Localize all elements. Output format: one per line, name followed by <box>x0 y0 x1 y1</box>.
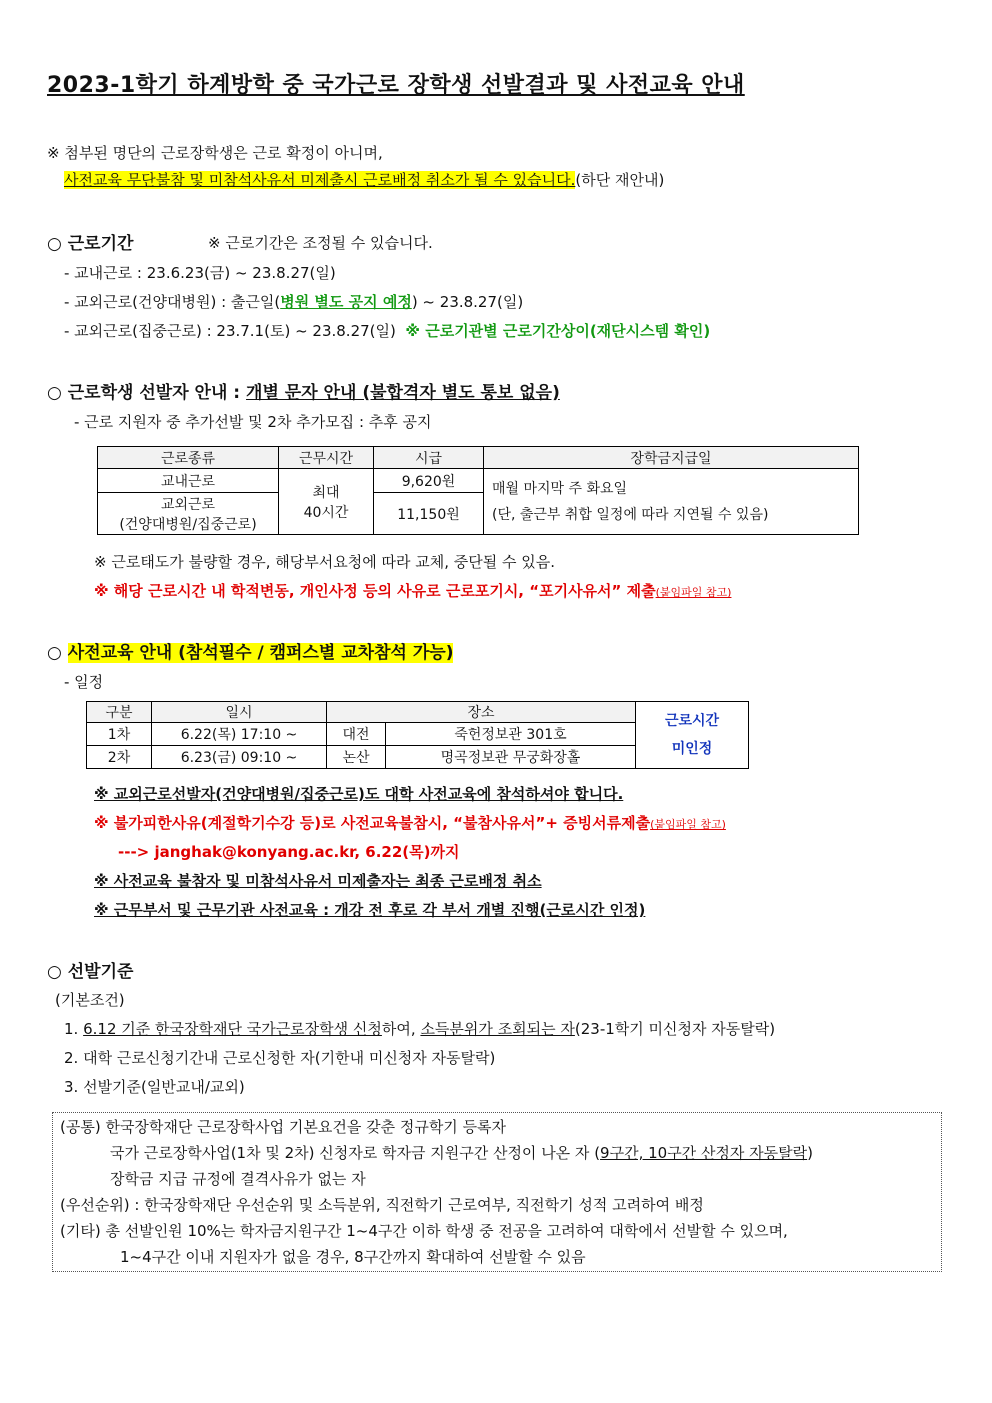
criteria-box <box>52 1112 942 1272</box>
schedule-round-1: 1차 <box>87 723 152 746</box>
period-item-oncampus: - 교내근로 : 23.6.23(금) ~ 23.8.27(일) <box>64 264 336 282</box>
schedule-side-l2: 미인정 <box>671 741 713 757</box>
criteria-box-line-2 <box>110 1142 813 1163</box>
schedule-datetime-2: 6.23(금) 09:10 ~ <box>152 746 327 769</box>
wage-value-oncampus: 9,620원 <box>374 469 484 493</box>
wage-col-wage: 시급 <box>374 447 484 469</box>
criteria-item-3: 3. 선발기준(일반교내/교외) <box>64 1078 245 1096</box>
criteria-heading: ○ 선발기준 <box>47 962 134 982</box>
wage-hours-l2: 40시간 <box>303 504 349 521</box>
period-note: ※ 근로기간은 조정될 수 있습니다. <box>208 234 433 252</box>
wage-type-oncampus: 교내근로 <box>98 469 279 493</box>
criteria-item-1-tail: (23-1학기 미신청자 자동탈락) <box>574 1020 776 1038</box>
criteria-box-line-6: 1~4구간 이내 지원자가 없을 경우, 8구간까지 확대하여 선발할 수 있음 <box>120 1248 586 1266</box>
education-note-2 <box>94 812 726 833</box>
criteria-item-1-u2: 소득분위가 조회되는 자 <box>420 1020 575 1038</box>
education-sub: - 일정 <box>64 673 104 691</box>
wage-col-payday: 장학금지급일 <box>484 447 859 469</box>
education-heading-text: 사전교육 안내 (참석필수 / 캠퍼스별 교차참석 가능) <box>67 643 454 663</box>
wage-hours <box>279 469 374 535</box>
period-item-hospital-suffix: ) ~ 23.8.27(일) <box>411 293 524 311</box>
wage-hours-l1: 최대 <box>312 484 340 501</box>
schedule-datetime-1: 6.22(목) 17:10 ~ <box>152 723 327 746</box>
notice-line-2-tail: (하단 재안내) <box>575 171 665 189</box>
selection-note-2 <box>94 580 731 601</box>
schedule-col-datetime: 일시 <box>152 702 327 723</box>
schedule-place-2: 명곡정보관 무궁화장홀 <box>386 746 636 769</box>
education-note-2-text: ※ 불가피한사유(계절학기수강 등)로 사전교육불참시, “불참사유서”+ 증빙서류제출 <box>94 814 651 832</box>
criteria-basic: (기본조건) <box>55 991 125 1009</box>
criteria-box-line-4: (우선순위) : 한국장학재단 우선순위 및 소득분위, 직전학기 근로여부, 직전학기 성적 고려하여 배정 <box>60 1196 704 1214</box>
schedule-campus-2: 논산 <box>327 746 386 769</box>
selection-note-2-ref: (붙임파일 참고) <box>655 586 732 599</box>
selection-heading <box>47 378 560 403</box>
schedule-campus-1: 대전 <box>327 723 386 746</box>
period-item-hospital <box>64 291 523 312</box>
criteria-box-line-5: (기타) 총 선발인원 10%는 학자금지원구간 1~4구간 이하 학생 중 전공을 고려하여 대학에서 선발할 수 있으며, <box>60 1222 788 1240</box>
wage-type-offcampus-l1: 교외근로 <box>160 496 216 513</box>
page-title: 2023-1학기 하계방학 중 국가근로 장학생 선발결과 및 사전교육 안내 <box>47 73 745 98</box>
schedule-place-1: 죽헌정보관 301호 <box>386 723 636 746</box>
wage-type-offcampus-l2: (건양대병원/집중근로) <box>119 516 257 533</box>
wage-payday-l2: (단, 출근부 취합 일정에 따라 지연될 수 있음) <box>492 506 769 523</box>
education-note-3-email[interactable]: ---> janghak@konyang.ac.kr, 6.22(목)까지 <box>118 843 460 861</box>
criteria-box-line-3: 장학금 지급 규정에 결격사유가 없는 자 <box>110 1170 366 1188</box>
notice-line-1: ※ 첨부된 명단의 근로장학생은 근로 확정이 아니며, <box>47 144 383 162</box>
schedule-col-round: 구분 <box>87 702 152 723</box>
education-heading-circle: ○ <box>47 643 62 663</box>
wage-value-offcampus: 11,150원 <box>374 493 484 535</box>
period-heading: ○ 근로기간 <box>47 234 134 254</box>
wage-col-type: 근로종류 <box>98 447 279 469</box>
criteria-item-1 <box>64 1018 775 1039</box>
education-note-2-ref: (붙임파일 참고) <box>650 818 726 831</box>
criteria-box-line-2-post: ) <box>807 1144 813 1162</box>
period-item-intensive-green: ※ 근로기관별 근로기간상이(재단시스템 확인) <box>405 322 711 340</box>
notice-line-2 <box>64 169 664 190</box>
period-item-intensive-prefix: - 교외근로(집중근로) : 23.7.1(토) ~ 23.8.27(일) <box>64 322 396 340</box>
criteria-box-line-2-pre: 국가 근로장학사업(1차 및 2차) 신청자로 학자금 지원구간 산정이 나온 자 ( <box>110 1144 601 1162</box>
selection-sub: - 근로 지원자 중 추가선발 및 2차 추가모집 : 추후 공지 <box>74 413 432 431</box>
period-item-hospital-prefix: - 교외근로(건양대병원) : 출근일( <box>64 293 281 311</box>
wage-col-hours: 근무시간 <box>279 447 374 469</box>
education-note-1: ※ 교외근로선발자(건양대병원/집중근로)도 대학 사전교육에 참석하셔야 합니다. <box>94 785 624 803</box>
criteria-box-line-2-u: 9구간, 10구간 산정자 자동탈락 <box>600 1144 808 1162</box>
education-note-4: ※ 사전교육 불참자 및 미참석사유서 미제출자는 최종 근로배정 취소 <box>94 872 542 890</box>
period-item-hospital-green: 병원 별도 공지 예정 <box>280 293 412 311</box>
criteria-item-2: 2. 대학 근로신청기간내 근로신청한 자(기한내 미신청자 자동탈락) <box>64 1049 496 1067</box>
selection-note-2-text: ※ 해당 근로시간 내 학적변동, 개인사정 등의 사유로 근로포기시, “포기사유서” 제출 <box>94 582 656 600</box>
criteria-item-1-mid: 하여, <box>381 1020 421 1038</box>
wage-table <box>97 446 859 535</box>
period-item-intensive <box>64 320 710 341</box>
wage-payday-l1: 매월 마지막 주 화요일 <box>492 480 628 497</box>
schedule-col-place: 장소 <box>327 702 636 723</box>
wage-type-offcampus <box>98 493 279 535</box>
education-heading <box>47 638 453 663</box>
criteria-item-1-u1: 6.12 기준 한국장학재단 국가근로장학생 신청 <box>83 1020 382 1038</box>
criteria-box-line-1: (공통) 한국장학재단 근로장학사업 기본요건을 갖춘 정규학기 등록자 <box>60 1118 507 1136</box>
schedule-table <box>86 701 749 769</box>
education-note-5: ※ 근무부서 및 근무기관 사전교육 : 개강 전 후로 각 부서 개별 진행(근로시간 인정) <box>94 901 646 919</box>
selection-note-1: ※ 근로태도가 불량할 경우, 해당부서요청에 따라 교체, 중단될 수 있음. <box>94 553 556 571</box>
criteria-item-1-num: 1. <box>64 1020 84 1038</box>
schedule-side-l1: 근로시간 <box>664 713 720 729</box>
selection-heading-underline: 개별 문자 안내 (불합격자 별도 통보 없음) <box>246 383 560 403</box>
notice-warning-highlight: 사전교육 무단불참 및 미참석사유서 미제출시 근로배정 취소가 될 수 있습니다. <box>64 171 576 189</box>
wage-payday <box>484 469 859 535</box>
schedule-side-note <box>636 702 749 769</box>
schedule-round-2: 2차 <box>87 746 152 769</box>
selection-heading-text: ○ 근로학생 선발자 안내 : <box>47 383 247 403</box>
